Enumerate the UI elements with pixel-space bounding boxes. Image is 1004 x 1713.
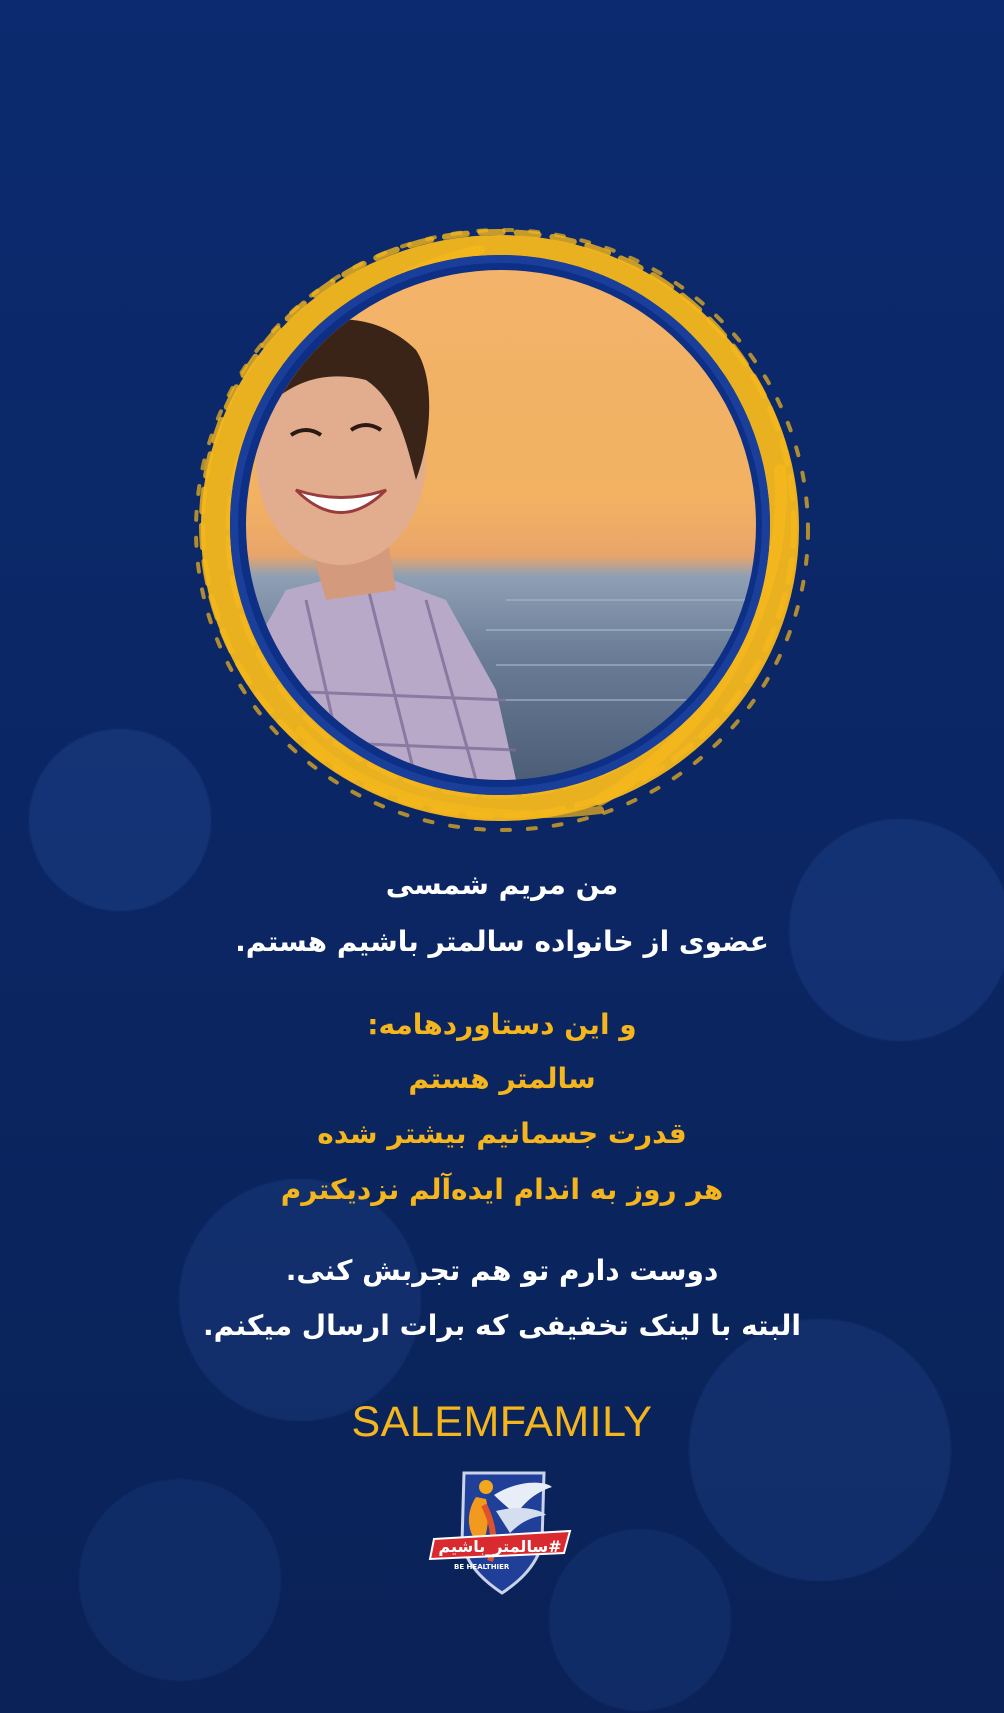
achievement-item: قدرت جسمانیم بیشتر شده	[317, 1117, 687, 1150]
invite-line: دوست دارم تو هم تجربش کنی.	[285, 1254, 719, 1287]
achievement-item: هر روز به اندام ایده‌آلم نزدیکترم	[280, 1173, 724, 1206]
logo-hashtag: #سالمتر_باشیم	[438, 1537, 562, 1556]
achievements-heading: و این دستاوردهامه:	[367, 1008, 637, 1041]
achievement-item: سالمتر هستم	[408, 1062, 596, 1095]
logo-tagline: BE HEALTHIER	[454, 1563, 510, 1571]
discount-link-line: البته با لینک تخفیفی که برات ارسال میکنم.	[202, 1309, 802, 1342]
discount-code: SALEMFAMILY	[351, 1398, 653, 1446]
portrait-illustration	[246, 270, 756, 780]
profile-photo	[246, 270, 756, 780]
salemtar-logo	[424, 1465, 580, 1595]
intro-name-line: من مریم شمسی	[385, 868, 619, 901]
intro-member-line: عضوی از خانواده سالمتر باشیم هستم.	[235, 925, 769, 958]
